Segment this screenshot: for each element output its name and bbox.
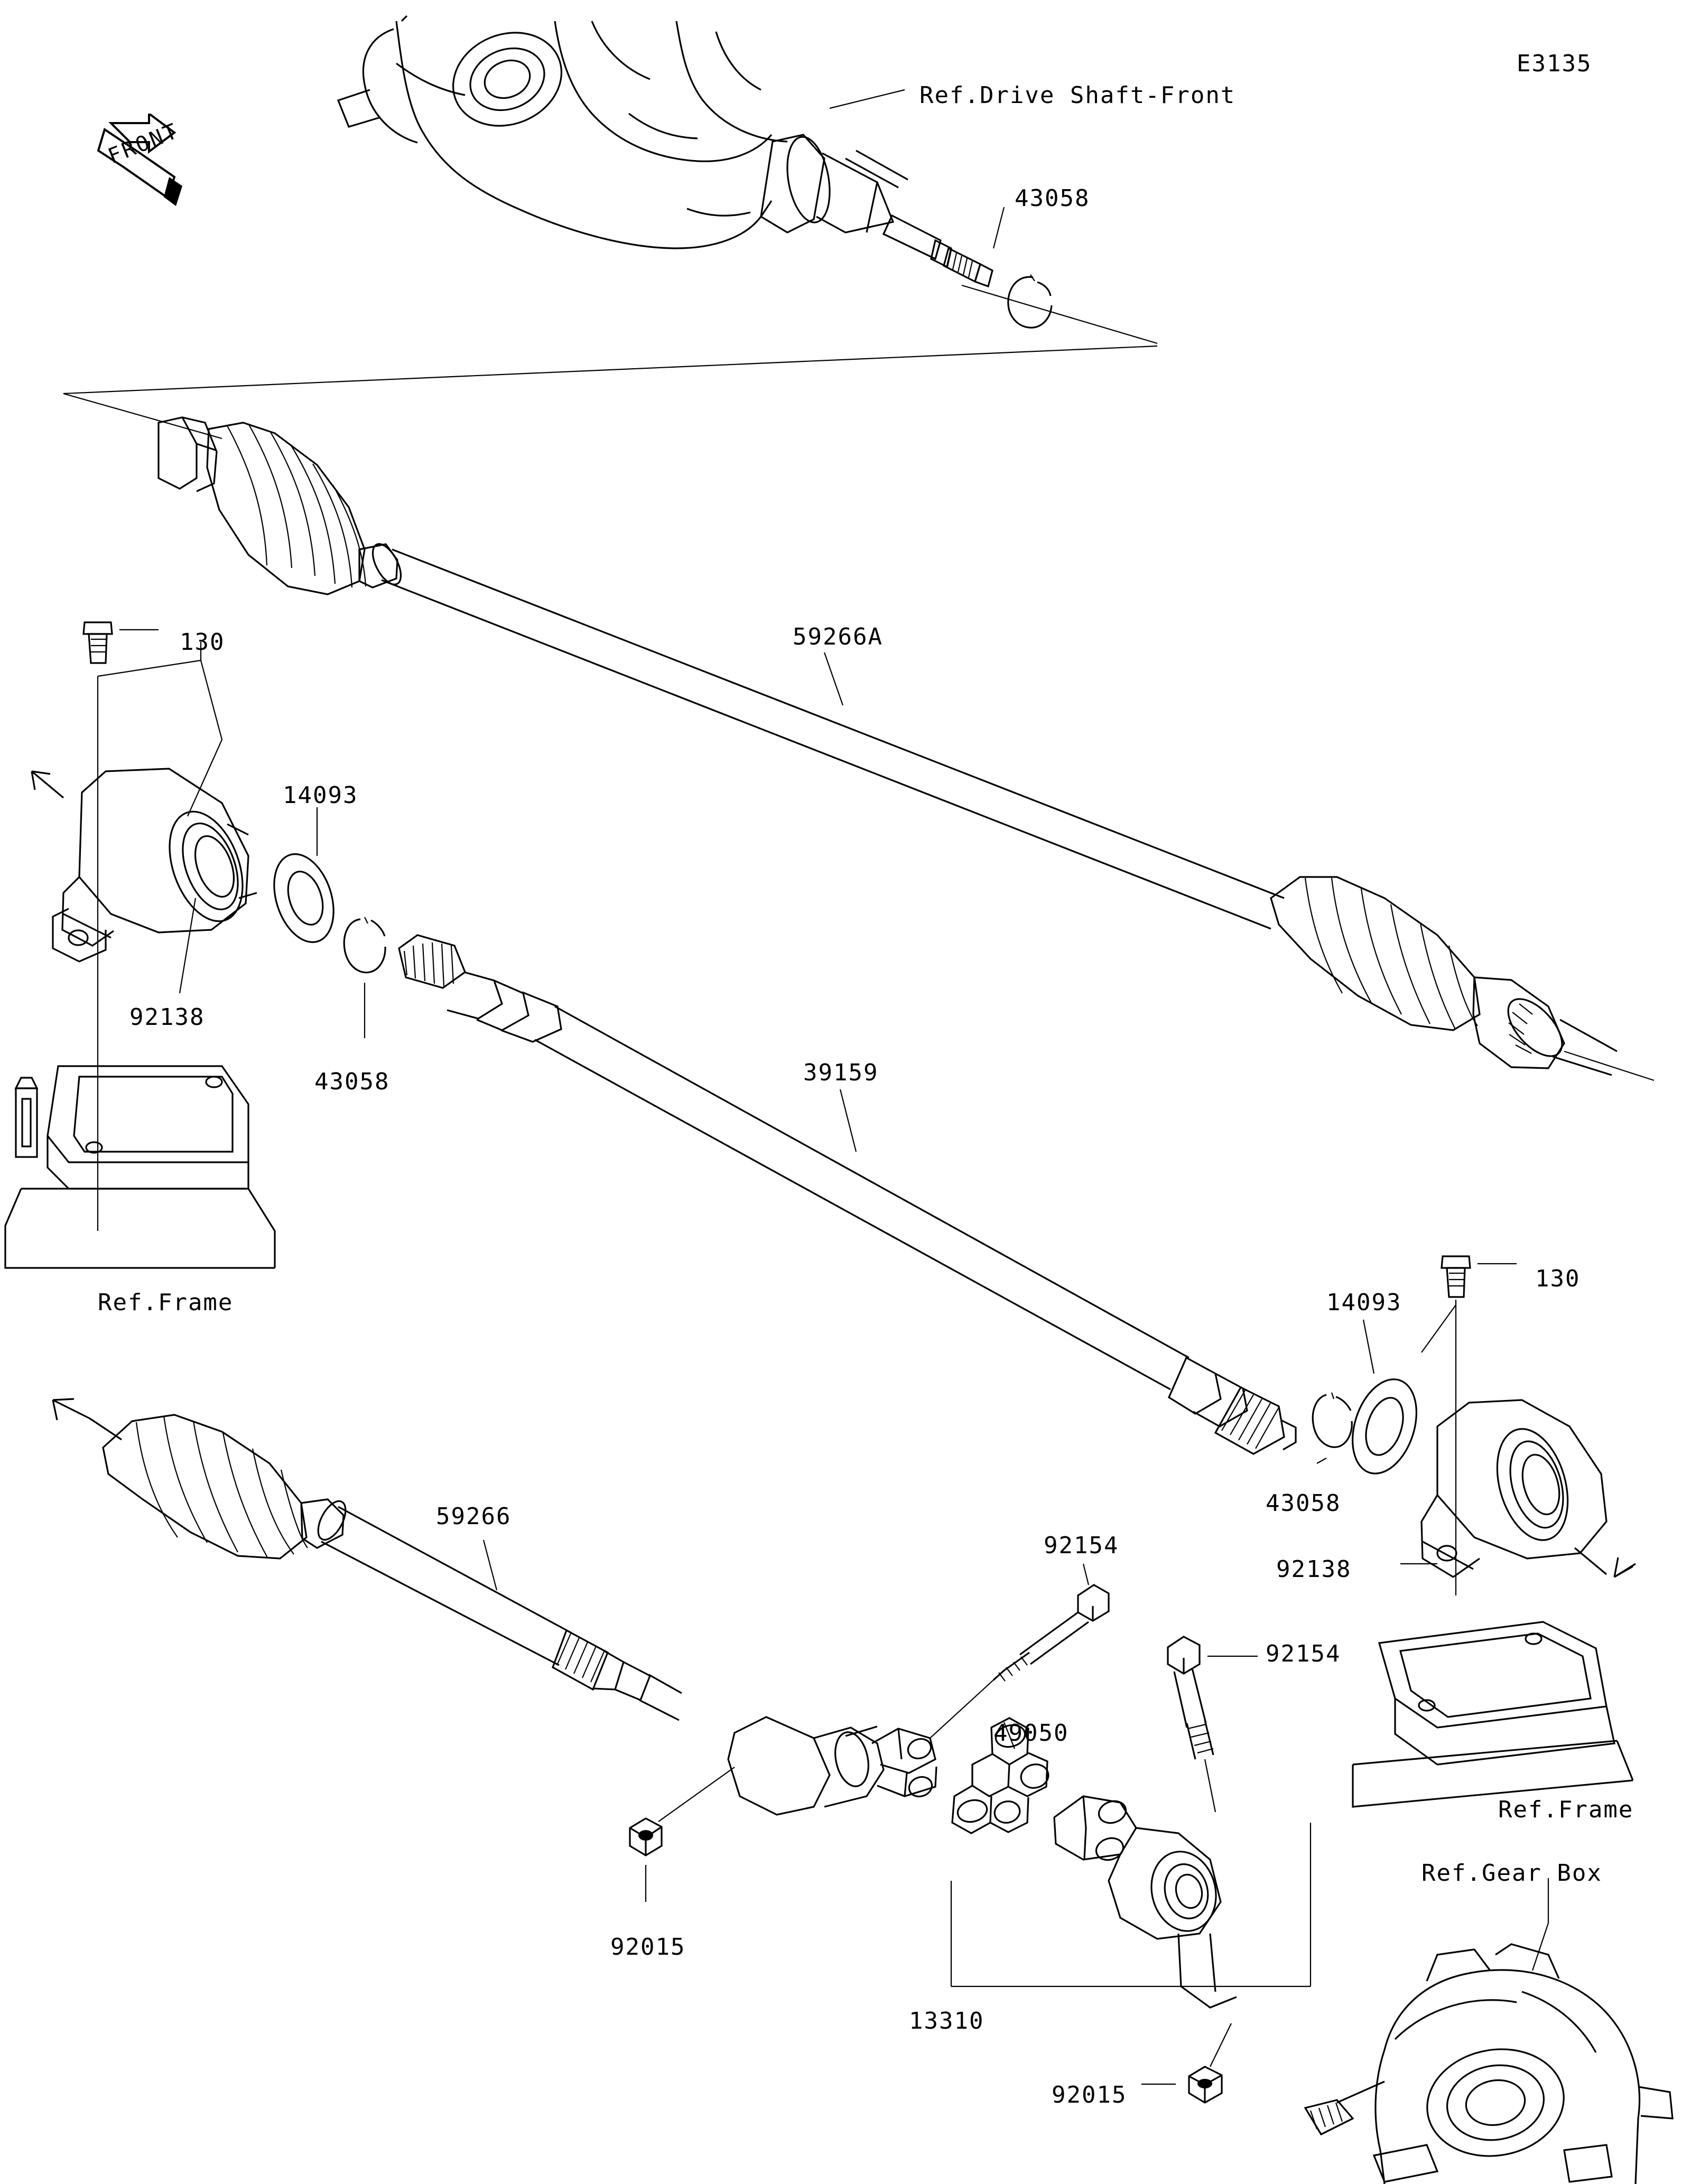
leader-59266a-upper [63,346,1157,394]
callout-part-92154-top: 92154 [1044,1532,1119,1559]
leader-59266a-upper2 [63,394,222,438]
callout-part-59266: 59266 [436,1503,512,1530]
leader-59266a-right [1564,1051,1654,1080]
callout-ref-drive-shaft-front: Ref.Drive Shaft-Front [919,82,1236,109]
part-14093-washer-right [1341,1371,1427,1482]
part-13310-yoke [728,1717,1237,2008]
ref-frame-right [1353,1622,1633,1807]
leader-92138-left [180,898,196,993]
leader-92015-left-end [658,1767,735,1822]
callout-part-130-right: 130 [1535,1265,1581,1292]
part-92015-left-nut [630,1818,662,1855]
callout-part-92154-lower: 92154 [1266,1640,1341,1667]
part-92138-bearing-holder-left [32,769,257,962]
callout-part-92138-right: 92138 [1276,1556,1352,1583]
callout-part-13310: 13310 [909,2008,984,2034]
leader-14093-right [1363,1320,1374,1374]
bolt-130-left [83,622,112,663]
ref-drive-shaft-front-housing [338,16,992,286]
leader-39159 [840,1089,856,1152]
sheet-code: E3135 [1517,50,1592,77]
leader-43058-top [993,207,1004,248]
callout-part-43058-top: 43058 [1015,185,1090,212]
callout-part-92015-bottom: 92015 [1052,2082,1127,2108]
part-59266-propeller-shaft [53,1399,682,1720]
part-59266a-propeller-shaft [159,417,1617,1075]
leader-43058-long [962,285,1157,343]
part-92138-bearing-holder-right [1421,1400,1636,1577]
leader-92015-bottom-end [1210,2023,1231,2067]
leader-92154-lower-end [1205,1759,1215,1812]
callout-part-59266a: 59266A [793,623,883,650]
callout-part-49050: 49050 [993,1720,1069,1747]
front-label: FRONT [105,118,183,169]
callout-part-92138-left: 92138 [129,1004,205,1031]
front-direction-badge [90,114,222,214]
callout-part-14093-left: 14093 [283,782,358,809]
bolt-130-right [1442,1256,1470,1297]
callout-part-14093-right: 14093 [1326,1289,1402,1316]
callout-part-92015-left: 92015 [610,1934,686,1961]
callout-ref-frame-right: Ref.Frame [1498,1796,1634,1823]
leader-92154-top-end [930,1680,993,1738]
callout-part-130-left: 130 [180,629,225,656]
leader-59266 [484,1540,497,1590]
ref-gear-box [1305,1944,1673,2184]
part-43058-left-circlip [344,917,385,973]
callout-part-39159: 39159 [803,1059,879,1086]
part-14093-washer-left [264,846,344,950]
part-92015-bottom-nut [1189,2067,1222,2103]
leader-ref-drive-shaft-front [830,90,905,108]
callout-part-43058-right: 43058 [1266,1490,1341,1517]
leader-59266a [824,652,843,705]
leader-ref-gear-box [1532,1878,1548,1971]
ref-frame-left [5,1066,275,1268]
callout-ref-frame-left: Ref.Frame [98,1289,234,1316]
bracket-130-right [1421,1305,1456,1352]
leader-92154-top [1083,1564,1089,1585]
part-43058-right-circlip [1313,1393,1352,1447]
part-92154-upper-bolt [993,1585,1109,1681]
part-39159-center-shaft [399,935,1296,1454]
callout-part-43058-left: 43058 [314,1068,390,1095]
part-92154-lower-bolt [1168,1637,1213,1759]
callout-ref-gear-box: Ref.Gear Box [1421,1860,1602,1887]
leader-43058-right [1317,1458,1326,1463]
